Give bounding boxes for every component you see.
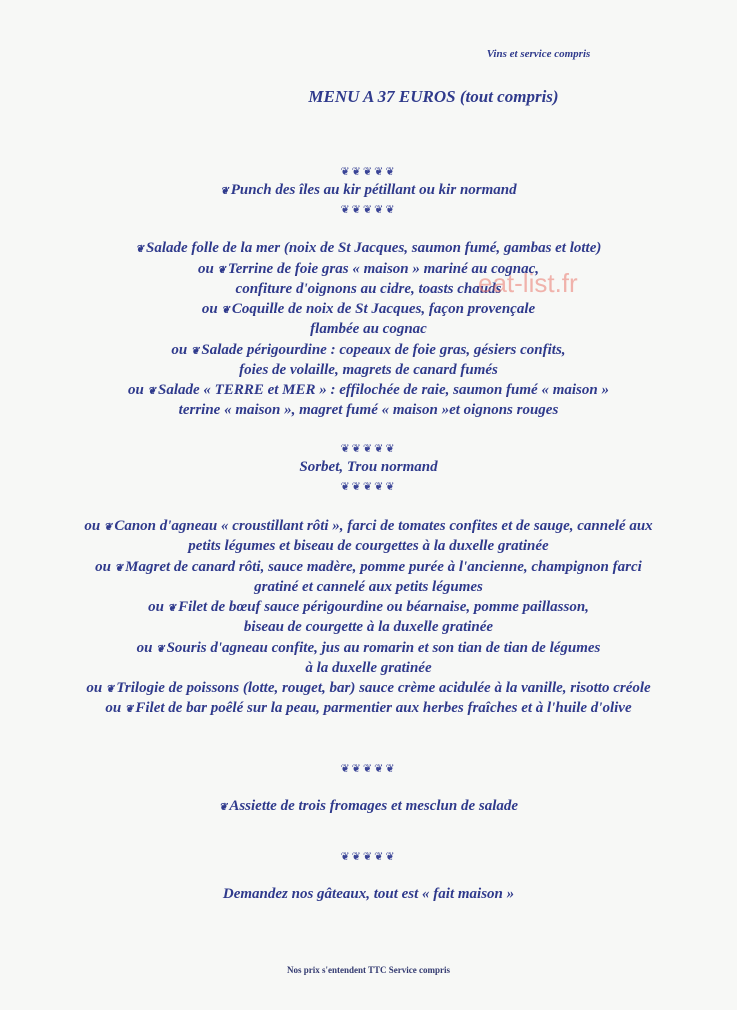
- bullet-icon: ❦: [103, 522, 113, 533]
- bullet-icon: ❦: [147, 386, 156, 397]
- bullet-icon: ❦: [167, 603, 177, 614]
- bullet-icon: ❦: [217, 265, 226, 276]
- plat-line: ou ❦ Souris d'agneau confite, jus au romarin et son tian de tian de légumes: [136, 640, 601, 656]
- plat-line: ou ❦ Canon d'agneau « croustillant rôti », farci de tomates confites et de sauge, cannelé aux: [84, 518, 653, 534]
- entree-line: confiture d'oignons au cidre, toasts chauds: [235, 281, 502, 297]
- aperitif-text: Punch des îles au kir pétillant ou kir normand: [230, 182, 517, 198]
- entree-line: ou ❦ Coquille de noix de St Jacques, façon provençale: [201, 301, 536, 317]
- footer-note: Nos prix s'entendent TTC Service compris: [286, 965, 451, 975]
- bullet-icon: ❦: [156, 644, 165, 655]
- fromage-line: ❦ Assiette de trois fromages et mesclun de salade: [218, 798, 519, 814]
- plat-line: ou ❦ Trilogie de poissons (lotte, rouget, bar) sauce crème acidulée à la vanille, risotto créole: [86, 680, 651, 696]
- dessert-line: Demandez nos gâteaux, tout est « fait maison »: [222, 886, 515, 902]
- bullet-icon: ❦: [105, 684, 115, 695]
- bullet-icon: ❦: [135, 244, 144, 255]
- plat-line: biseau de courgette à la duxelle gratinée: [243, 619, 494, 635]
- plat-line: à la duxelle gratinée: [305, 660, 432, 676]
- plat-line: petits légumes et biseau de courgettes à la duxelle gratinée: [188, 538, 549, 554]
- ornament-divider: ❦❦❦❦❦: [340, 204, 397, 216]
- bullet-icon: ❦: [220, 186, 229, 197]
- ornament-divider: ❦❦❦❦❦: [340, 481, 397, 493]
- entree-line: flambée au cognac: [310, 321, 427, 337]
- entree-line: ou ❦ Terrine de foie gras « maison » mariné au cognac,: [197, 261, 540, 277]
- ornament-divider: ❦❦❦❦❦: [340, 763, 397, 775]
- bullet-icon: ❦: [191, 346, 200, 357]
- bullet-icon: ❦: [218, 802, 228, 813]
- entree-line: ou ❦ Salade périgourdine : copeaux de foie gras, gésiers confits,: [171, 342, 566, 358]
- ornament-divider: ❦❦❦❦❦: [340, 166, 397, 178]
- bullet-icon: ❦: [221, 305, 230, 316]
- entree-line: ❦ Salade folle de la mer (noix de St Jacques, saumon fumé, gambas et lotte): [135, 240, 602, 256]
- ornament-divider: ❦❦❦❦❦: [340, 851, 397, 863]
- entree-line: ou ❦ Salade « TERRE et MER » : effilochée de raie, saumon fumé « maison »: [128, 382, 609, 398]
- ornament-divider: ❦❦❦❦❦: [340, 443, 397, 455]
- bullet-icon: ❦: [114, 563, 124, 574]
- watermark: eat-list.fr: [478, 268, 578, 298]
- header-note: Vins et service compris: [486, 48, 591, 60]
- plat-line: ou ❦ Magret de canard rôti, sauce madère, pomme purée à l'ancienne, champignon farci: [95, 559, 642, 575]
- trou-normand: Sorbet, Trou normand: [299, 459, 438, 475]
- plat-line: ou ❦ Filet de bar poêlé sur la peau, parmentier aux herbes fraîches et à l'huile d'olive: [105, 700, 632, 716]
- plat-line: ou ❦ Filet de bœuf sauce périgourdine ou béarnaise, pomme paillasson,: [148, 599, 589, 615]
- aperitif-line: [0, 180, 737, 202]
- plat-line: gratiné et cannelé aux petits légumes: [254, 579, 483, 595]
- entree-line: terrine « maison », magret fumé « maison »et oignons rouges: [178, 402, 559, 418]
- bullet-icon: ❦: [124, 704, 134, 715]
- entree-line: foies de volaille, magrets de canard fumés: [239, 362, 498, 378]
- menu-title: MENU A 37 EUROS (tout compris): [308, 87, 559, 106]
